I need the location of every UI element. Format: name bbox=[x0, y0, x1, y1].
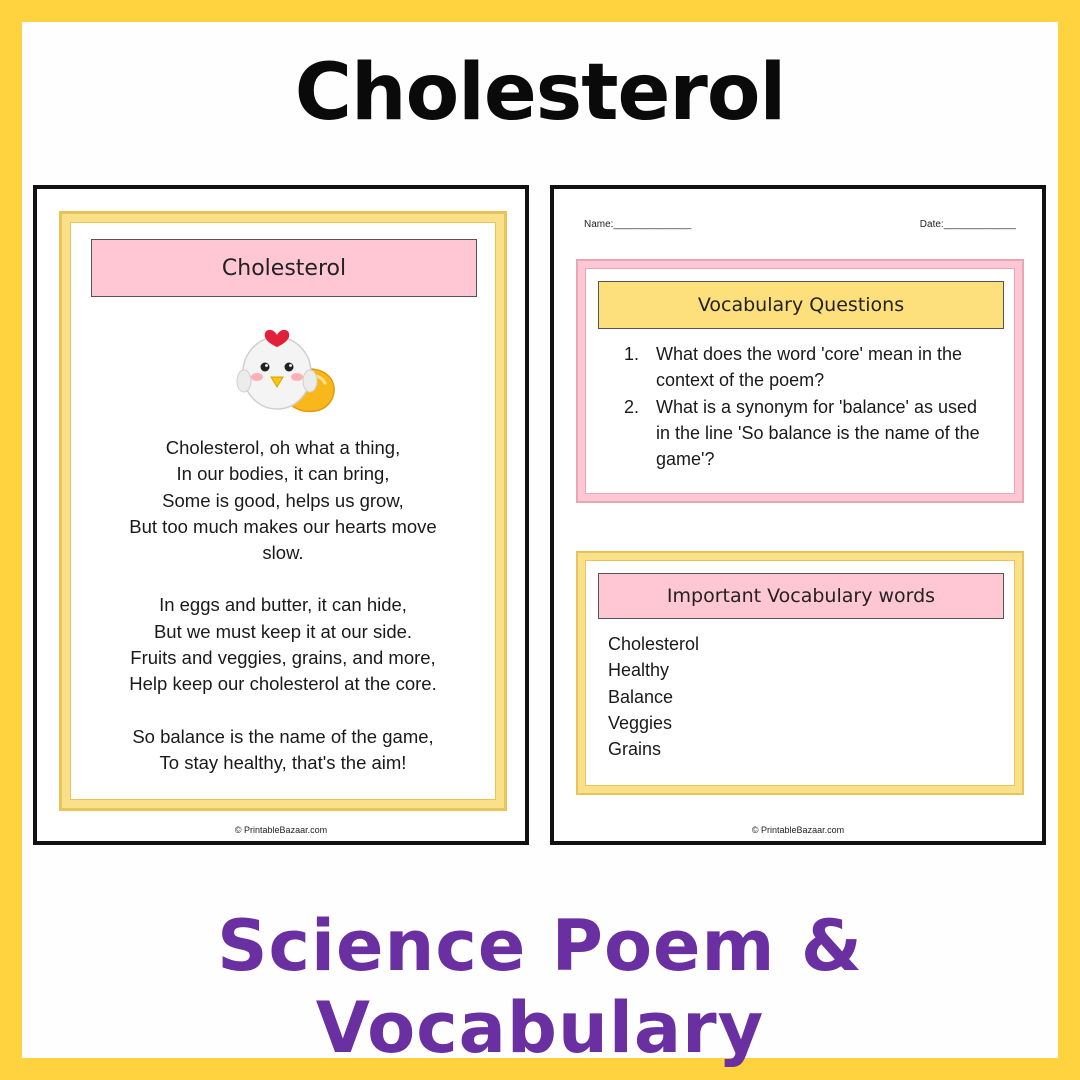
poem-line: Help keep our cholesterol at the core. bbox=[129, 673, 437, 695]
vocab-word: Veggies bbox=[608, 712, 673, 733]
vocab-word: Cholesterol bbox=[608, 634, 700, 654]
poem-stanza-2 bbox=[71, 592, 495, 697]
name-field-label: Name:______________ bbox=[584, 219, 692, 230]
vocab-word: Grains bbox=[608, 739, 662, 760]
vocab-words-frame bbox=[576, 551, 1024, 795]
questions-content bbox=[585, 268, 1015, 494]
question-text: What does the word 'core' mean in the context of the poem? bbox=[656, 344, 963, 391]
question-text: What is a synonym for 'balance' as used in the line 'So balance is the name of the game'? bbox=[656, 396, 980, 470]
questions-frame bbox=[576, 259, 1024, 503]
question-number: 2. bbox=[624, 396, 640, 417]
question-number: 1. bbox=[624, 344, 640, 364]
vocab-word: Balance bbox=[608, 686, 674, 707]
poem-stanza-1 bbox=[71, 435, 495, 566]
poem-line: slow. bbox=[262, 542, 304, 564]
product-subtitle: Science Poem & Vocabulary bbox=[217, 905, 863, 1069]
questions-list bbox=[624, 341, 994, 472]
poem-line: Some is good, helps us grow, bbox=[162, 489, 404, 511]
vocab-words-content bbox=[585, 560, 1015, 786]
poem-line: To stay healthy, that's the aim! bbox=[159, 751, 407, 773]
poem-page-preview bbox=[33, 185, 529, 845]
poem-stanza-3 bbox=[71, 724, 495, 777]
vocab-words-list bbox=[608, 631, 699, 762]
main-title: Cholesterol bbox=[294, 48, 786, 138]
poem-line: Cholesterol, oh what a thing, bbox=[165, 437, 401, 458]
chick-mascot-icon bbox=[231, 315, 343, 419]
poem-line: But too much makes our hearts move bbox=[129, 515, 437, 537]
poem-line: In our bodies, it can bring, bbox=[176, 463, 390, 485]
question-item bbox=[624, 394, 994, 473]
poem-line: But we must keep it at our side. bbox=[153, 620, 413, 642]
poem-heading: Cholesterol bbox=[91, 239, 477, 297]
vocab-word: Healthy bbox=[608, 660, 670, 681]
poem-content bbox=[70, 222, 496, 800]
vocab-words-heading: Important Vocabulary words bbox=[598, 573, 1004, 619]
poem-line: Fruits and veggies, grains, and more, bbox=[130, 647, 436, 669]
poem-line: In eggs and butter, it can hide, bbox=[159, 594, 407, 616]
vocab-page-footer: © PrintableBazaar.com bbox=[751, 825, 845, 835]
question-item bbox=[624, 341, 994, 394]
poem-body bbox=[71, 435, 495, 802]
poem-frame bbox=[59, 211, 507, 811]
poem-line: So balance is the name of the game, bbox=[132, 725, 434, 747]
questions-heading: Vocabulary Questions bbox=[598, 281, 1004, 329]
vocab-page-preview bbox=[550, 185, 1046, 845]
date-field-label: Date:_____________ bbox=[919, 219, 1016, 230]
poem-page-footer: © PrintableBazaar.com bbox=[234, 825, 328, 835]
